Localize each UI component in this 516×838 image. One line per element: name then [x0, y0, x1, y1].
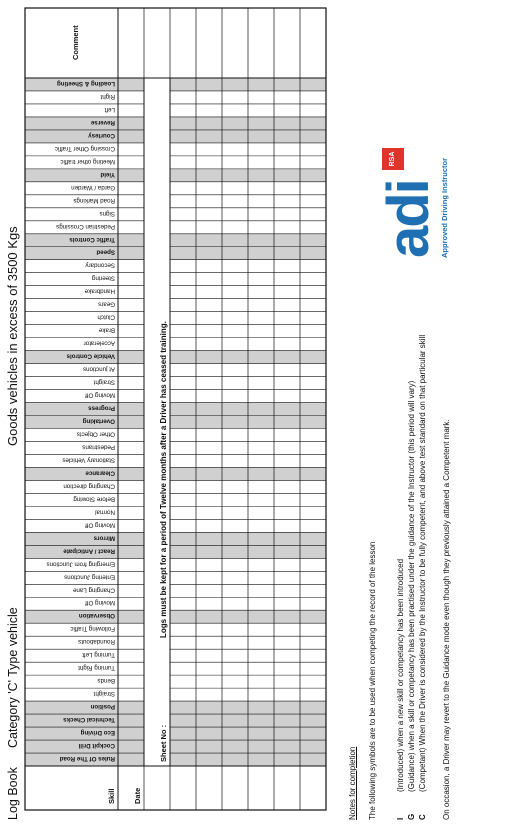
notes-title: Notes for completion	[348, 746, 357, 820]
column-label: React / Anticipate	[63, 547, 115, 555]
column-label: Roundabouts	[78, 638, 115, 646]
column-label: Handbrake	[84, 287, 115, 295]
column-label: Moving Off	[85, 391, 115, 399]
column-label: Secondary	[85, 261, 115, 269]
symbol-description: (Competant) When the Driver is considered by the Instructor to be fully competent, and above test standard on that particular skill	[418, 334, 427, 792]
heading-column-shade	[25, 740, 326, 753]
column-label: Pedestrian Crossings	[56, 222, 115, 230]
heading-column-shade	[25, 130, 326, 143]
column-label: Clutch	[97, 313, 115, 321]
column-label: Progress	[88, 404, 115, 412]
column-label: Emerging from Junctions	[46, 560, 115, 568]
column-label: Brake	[98, 326, 115, 334]
column-label: Crossing Other Traffic	[54, 144, 115, 152]
column-label: Signs	[99, 209, 115, 217]
column-label: Road Markings	[73, 196, 115, 204]
symbol-description: (Introduced) when a new skill or competancy has been introduced	[396, 558, 405, 792]
column-label: Normal	[95, 508, 115, 516]
column-label: Entering Junctions	[64, 573, 115, 581]
column-label: Observation	[78, 612, 115, 620]
heading-column-shade	[25, 532, 326, 545]
column-label: Pedestrians	[82, 443, 115, 451]
column-label: Changing direction	[63, 482, 115, 490]
sheet-no-label: Sheet No :	[159, 724, 168, 762]
skill-label: Skill	[107, 788, 116, 804]
column-label: Moving Off	[85, 521, 115, 529]
heading-column-shade	[25, 610, 326, 623]
date-label: Date	[133, 787, 142, 804]
column-label: Following Traffic	[70, 625, 115, 633]
column-label: Overtaking	[82, 417, 115, 425]
column-label: Right	[100, 92, 115, 100]
column-label: Speed	[96, 248, 115, 256]
column-label: Accelerator	[83, 339, 115, 347]
notes-intro: The following symbols are to be used when competing the record of the lesson	[368, 541, 377, 820]
column-label: Technical Checks	[63, 716, 115, 724]
log-book-title: Log Book	[6, 767, 20, 820]
column-label: Vehicle Controls	[66, 352, 115, 360]
column-label: Bends	[97, 677, 115, 685]
column-label: Stationary Vehicles	[62, 456, 115, 464]
category-title: Category 'C' Type vehicle	[6, 607, 20, 748]
heading-column-shade	[25, 701, 326, 714]
adi-logo-subtitle: Approved Driving Instructor	[440, 157, 449, 258]
column-label: Meeting other traffic	[60, 157, 115, 165]
column-label: Turning Right	[78, 664, 115, 672]
symbol-key: G	[407, 813, 416, 820]
heading-column-shade	[25, 727, 326, 740]
column-label: Eco Driving	[80, 729, 115, 737]
heading-column-shade	[25, 247, 326, 260]
notice-text: Logs must be kept for a period of Twelve months after a Driver has ceased training.	[159, 321, 168, 638]
column-label: Yield	[100, 170, 115, 178]
column-label: Loading & Sheeting	[56, 79, 115, 87]
column-label: Other Objects	[76, 430, 115, 438]
column-label: Cockpit Drill	[78, 742, 115, 750]
column-label: Steering	[91, 274, 115, 282]
heading-column-shade	[25, 169, 326, 182]
column-label: Mirrors	[93, 534, 115, 542]
comment-label: Comment	[71, 25, 80, 60]
notes-occasion: On occasion, a Driver may revert to the Guidance mode even though they previously attained a Competent mark.	[442, 419, 451, 820]
column-label: Clearance	[85, 469, 115, 477]
column-label: Left	[104, 105, 115, 113]
column-label: Traffic Controls	[69, 235, 115, 243]
column-label: Gears	[98, 300, 115, 308]
column-label: Position	[90, 703, 115, 711]
column-label: Reverse	[90, 118, 115, 126]
heading-column-shade	[25, 403, 326, 416]
heading-column-shade	[25, 467, 326, 480]
column-label: Straight	[93, 690, 115, 698]
symbol-description: (Guidance) when a skill or competancy has been practised under the guidance of the Instructor (this period will vary)	[407, 380, 416, 792]
heading-column-shade	[25, 416, 326, 429]
column-label: Garda / Warden	[71, 183, 115, 191]
column-label: Courtesy	[88, 131, 115, 139]
column-label: Straight	[93, 378, 115, 386]
rsa-badge: RSA	[382, 148, 404, 170]
column-label: Before Slowing	[73, 495, 115, 503]
symbol-key: I	[396, 817, 405, 820]
column-label: At junctions	[83, 365, 115, 373]
column-label: Moving Off	[85, 599, 115, 607]
column-label: Changing Lane	[73, 586, 115, 594]
column-label: Rules Of The Road	[59, 755, 115, 763]
adi-logo-mark: adi	[376, 180, 441, 258]
symbol-key: C	[418, 814, 427, 820]
goods-title: Goods vehicles in excess of 3500 Kgs	[5, 226, 20, 446]
heading-column-shade	[25, 117, 326, 130]
column-label: Turning Left	[82, 651, 115, 659]
